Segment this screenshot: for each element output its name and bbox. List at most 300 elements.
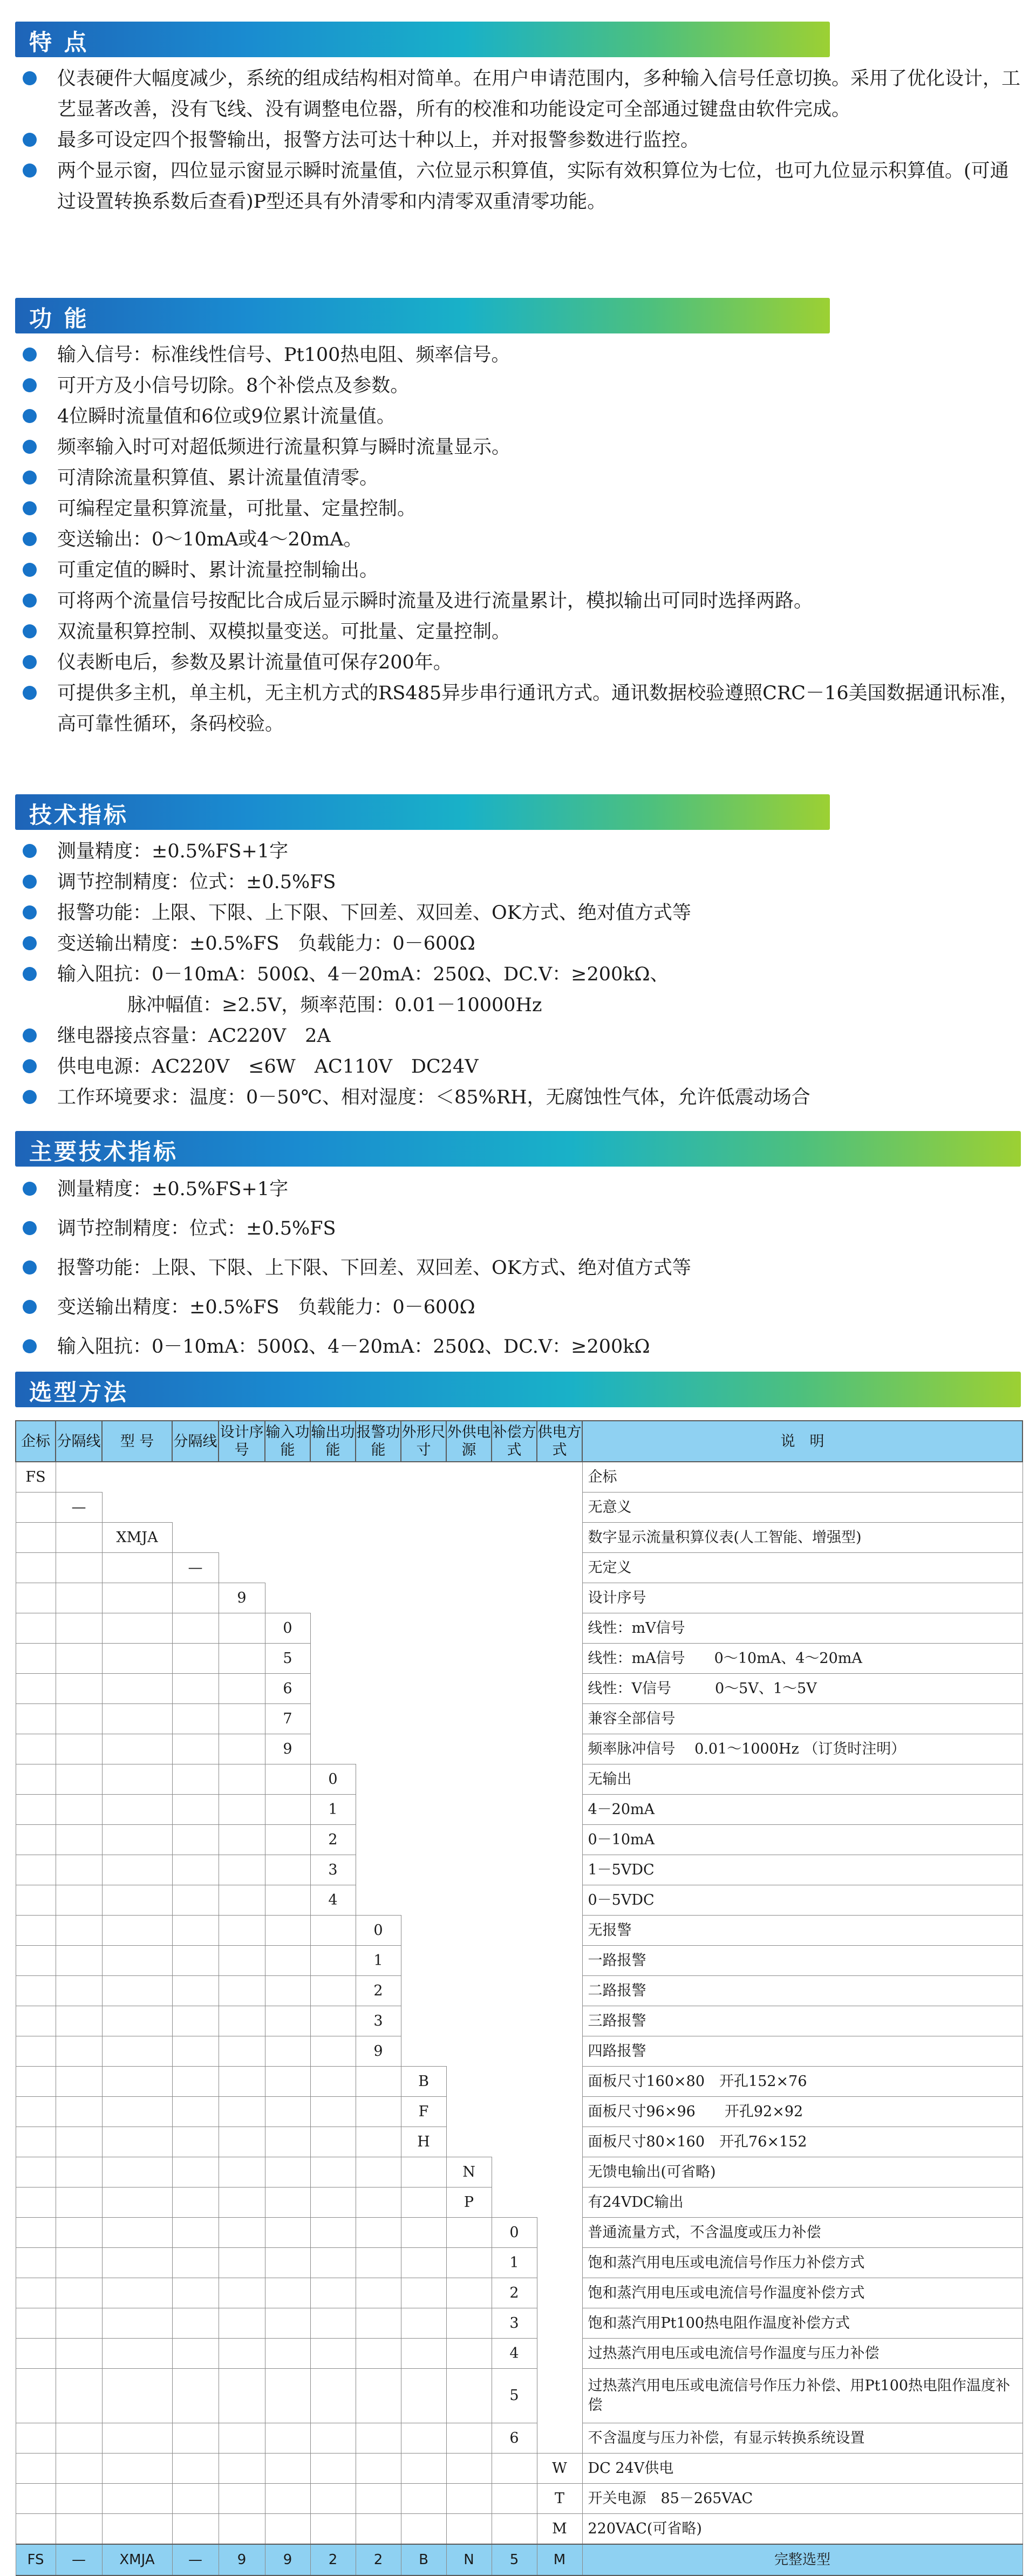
description-cell: 过热蒸汽用电压或电流信号作温度与压力补偿 <box>582 2339 1023 2369</box>
code-cell: M <box>537 2514 582 2545</box>
empty-cell <box>446 1795 492 1825</box>
column-guide <box>16 2454 56 2484</box>
table-row <box>16 2339 1023 2369</box>
column-guide <box>56 1825 102 1855</box>
column-guide <box>446 2454 492 2484</box>
empty-cell <box>537 2248 582 2278</box>
column-guide <box>56 2187 102 2218</box>
column-guide <box>310 2036 356 2067</box>
empty-cell <box>219 1493 265 1523</box>
column-guide <box>16 1946 56 1976</box>
empty-cell <box>492 2067 537 2097</box>
empty-cell <box>537 2067 582 2097</box>
code-cell: 2 <box>492 2278 537 2308</box>
column-guide <box>56 1855 102 1885</box>
selection-title: 选型方法 <box>29 1379 129 1406</box>
column-guide <box>172 2514 219 2545</box>
list-item: 4位瞬时流量值和6位或9位累计流量值。 <box>15 401 1021 432</box>
empty-cell <box>492 1704 537 1734</box>
column-guide <box>56 1644 102 1674</box>
column-guide <box>16 1583 56 1613</box>
column-guide <box>310 1976 356 2006</box>
bullet-icon <box>23 936 37 950</box>
column-guide <box>356 2248 401 2278</box>
table-row <box>16 1462 1023 1493</box>
description-cell: 频率脉冲信号 0.01～1000Hz （订货时注明） <box>582 1734 1023 1764</box>
functions-header <box>15 298 830 333</box>
column-guide <box>265 2157 310 2187</box>
table-row <box>16 1885 1023 1916</box>
table-row <box>16 1674 1023 1704</box>
column-guide <box>102 2218 172 2248</box>
column-guide <box>446 2308 492 2339</box>
column-guide <box>102 1704 172 1734</box>
column-guide <box>492 2514 537 2545</box>
column-guide <box>356 2369 401 2423</box>
column-guide <box>172 2248 219 2278</box>
column-guide <box>265 1764 310 1795</box>
list-item: 输入信号：标准线性信号、Pt100热电阻、频率信号。 <box>15 340 1021 371</box>
code-cell: 6 <box>265 1674 310 1704</box>
empty-cell <box>537 1946 582 1976</box>
empty-cell <box>446 1462 492 1493</box>
table-row <box>16 2218 1023 2248</box>
code-cell: N <box>446 2157 492 2187</box>
empty-cell <box>219 1553 265 1583</box>
column-guide <box>56 2454 102 2484</box>
empty-cell <box>537 2127 582 2157</box>
bullet-icon <box>23 347 37 362</box>
table-row <box>16 2097 1023 2127</box>
description-cell: 4－20mA <box>582 1795 1023 1825</box>
empty-cell <box>265 1553 310 1583</box>
column-guide <box>310 2514 356 2545</box>
code-cell: W <box>537 2454 582 2484</box>
column-guide <box>102 1644 172 1674</box>
column-guide <box>310 2339 356 2369</box>
bullet-icon <box>23 133 37 147</box>
description-cell: 不含温度与压力补偿，有显示转换系统设置 <box>582 2423 1023 2454</box>
column-guide <box>56 2097 102 2127</box>
empty-cell <box>401 1462 446 1493</box>
column-header: 分隔线 <box>56 1421 102 1462</box>
empty-cell <box>401 1916 446 1946</box>
column-guide <box>102 1885 172 1916</box>
code-cell: 0 <box>492 2218 537 2248</box>
column-guide <box>56 1613 102 1644</box>
empty-cell <box>537 2036 582 2067</box>
column-guide <box>172 1644 219 1674</box>
column-guide <box>172 2006 219 2036</box>
column-guide <box>219 1916 265 1946</box>
empty-cell <box>492 1764 537 1795</box>
empty-cell <box>265 1493 310 1523</box>
column-guide <box>102 1583 172 1613</box>
column-guide <box>16 2006 56 2036</box>
column-guide <box>16 1734 56 1764</box>
column-guide <box>172 1583 219 1613</box>
column-guide <box>401 2218 446 2248</box>
column-header: 输出功能 <box>310 1421 356 1462</box>
list-item: 供电电源：AC220V ≤6W AC110V DC24V <box>15 1052 1021 1082</box>
functions-section <box>15 340 1021 740</box>
empty-cell <box>537 1885 582 1916</box>
code-cell: 5 <box>265 1644 310 1674</box>
empty-cell <box>401 1976 446 2006</box>
empty-cell <box>446 1583 492 1613</box>
empty-cell <box>446 1553 492 1583</box>
empty-cell <box>401 1553 446 1583</box>
column-guide <box>310 2097 356 2127</box>
bullet-icon <box>23 501 37 515</box>
description-cell: 兼容全部信号 <box>582 1704 1023 1734</box>
description-cell: 数字显示流量积算仪表(人工智能、增强型) <box>582 1523 1023 1553</box>
table-row <box>16 1644 1023 1674</box>
empty-cell <box>356 1704 401 1734</box>
empty-cell <box>446 2006 492 2036</box>
list-item: 仪表断电后，参数及累计流量值可保存200年。 <box>15 648 1021 678</box>
empty-cell <box>492 2127 537 2157</box>
column-guide <box>102 2308 172 2339</box>
list-item: 可提供多主机，单主机，无主机方式的RS485异步串行通讯方式。通讯数据校验遵照CRC－16美国数据通讯标准，高可靠性循环，条码校验。 <box>15 678 1021 740</box>
column-guide <box>219 2067 265 2097</box>
input-impedance-continuation: 脉冲幅值：≥2.5V，频率范围：0.01－10000Hz <box>127 994 542 1016</box>
column-guide <box>102 2423 172 2454</box>
column-guide <box>492 2454 537 2484</box>
main-specs-section <box>15 1174 1021 1371</box>
features-section <box>15 64 1021 217</box>
empty-cell <box>537 2369 582 2423</box>
column-guide <box>265 2308 310 2339</box>
description-cell: 无报警 <box>582 1916 1023 1946</box>
column-guide <box>446 2218 492 2248</box>
empty-cell <box>401 1734 446 1764</box>
empty-cell <box>219 1523 265 1553</box>
column-guide <box>356 2157 401 2187</box>
column-guide <box>219 1613 265 1644</box>
column-guide <box>102 2187 172 2218</box>
empty-cell <box>537 2278 582 2308</box>
column-guide <box>102 2278 172 2308</box>
table-row <box>16 1855 1023 1885</box>
column-guide <box>265 2454 310 2484</box>
complete-code-cell: B <box>401 2544 446 2575</box>
column-guide <box>219 2484 265 2514</box>
table-row <box>16 2127 1023 2157</box>
list-item: 变送输出精度：±0.5%FS 负载能力：0－600Ω <box>15 929 1021 959</box>
code-cell: 2 <box>310 1825 356 1855</box>
column-guide <box>219 2454 265 2484</box>
column-guide <box>265 2036 310 2067</box>
column-guide <box>265 2278 310 2308</box>
empty-cell <box>492 2157 537 2187</box>
bullet-icon <box>23 563 37 577</box>
column-guide <box>172 1885 219 1916</box>
empty-cell <box>356 1523 401 1553</box>
column-header: 补偿方式 <box>492 1421 537 1462</box>
empty-cell <box>537 1613 582 1644</box>
column-guide <box>172 1946 219 1976</box>
column-guide <box>172 2423 219 2454</box>
column-header: 供电方式 <box>537 1421 582 1462</box>
column-guide <box>16 1825 56 1855</box>
list-item: 可开方及小信号切除。8个补偿点及参数。 <box>15 371 1021 401</box>
code-cell: 7 <box>265 1704 310 1734</box>
column-guide <box>56 1916 102 1946</box>
empty-cell <box>492 2187 537 2218</box>
empty-cell <box>401 1493 446 1523</box>
column-guide <box>310 2454 356 2484</box>
table-row <box>16 2454 1023 2484</box>
code-cell: 9 <box>356 2036 401 2067</box>
column-guide <box>446 2369 492 2423</box>
column-guide <box>102 1916 172 1946</box>
column-guide <box>172 2036 219 2067</box>
column-guide <box>401 2339 446 2369</box>
empty-cell <box>492 1946 537 1976</box>
empty-cell <box>401 1704 446 1734</box>
column-guide <box>219 1825 265 1855</box>
column-guide <box>172 2454 219 2484</box>
main-specs-header <box>15 1131 1021 1167</box>
empty-cell <box>537 1462 582 1493</box>
selection-header <box>15 1372 1021 1407</box>
column-guide <box>16 2339 56 2369</box>
column-guide <box>401 2157 446 2187</box>
table-row <box>16 1734 1023 1764</box>
description-cell: 有24VDC输出 <box>582 2187 1023 2218</box>
empty-cell <box>356 1493 401 1523</box>
column-header: 企标 <box>16 1421 56 1462</box>
description-cell: 线性：mV信号 <box>582 1613 1023 1644</box>
column-guide <box>401 2423 446 2454</box>
column-guide <box>310 2308 356 2339</box>
code-cell: FS <box>16 1462 56 1493</box>
column-guide <box>219 1885 265 1916</box>
list-item: 可将两个流量信号按配比合成后显示瞬时流量及进行流量累计，模拟输出可同时选择两路。 <box>15 586 1021 617</box>
column-header: 报警功能 <box>356 1421 401 1462</box>
table-row <box>16 1493 1023 1523</box>
column-guide <box>265 1916 310 1946</box>
column-guide <box>102 1674 172 1704</box>
code-cell: 3 <box>356 2006 401 2036</box>
column-guide <box>16 2514 56 2545</box>
table-row <box>16 2514 1023 2545</box>
bullet-icon <box>23 532 37 546</box>
column-guide <box>172 1916 219 1946</box>
column-guide <box>16 1493 56 1523</box>
complete-code-cell: XMJA <box>102 2544 172 2575</box>
table-row <box>16 2484 1023 2514</box>
table-row <box>16 2308 1023 2339</box>
empty-cell <box>310 1613 356 1644</box>
column-guide <box>219 2006 265 2036</box>
selection-table-body <box>16 1462 1023 2575</box>
column-guide <box>16 1523 56 1553</box>
column-guide <box>446 2339 492 2369</box>
list-item: 测量精度：±0.5%FS+1字 <box>15 1174 1021 1205</box>
column-guide <box>172 2067 219 2097</box>
empty-cell <box>310 1734 356 1764</box>
column-guide <box>310 2369 356 2423</box>
code-cell: 9 <box>265 1734 310 1764</box>
column-guide <box>172 2484 219 2514</box>
complete-code-cell: FS <box>16 2544 56 2575</box>
empty-cell <box>356 1613 401 1644</box>
empty-cell <box>446 2036 492 2067</box>
column-guide <box>56 1734 102 1764</box>
table-row <box>16 2006 1023 2036</box>
empty-cell <box>310 1704 356 1734</box>
empty-cell <box>446 1734 492 1764</box>
bullet-icon <box>23 1260 37 1275</box>
column-guide <box>56 2006 102 2036</box>
column-guide <box>16 2067 56 2097</box>
column-guide <box>219 2218 265 2248</box>
bullet-icon <box>23 440 37 454</box>
bullet-icon <box>23 409 37 423</box>
column-guide <box>56 2248 102 2278</box>
column-guide <box>265 2097 310 2127</box>
empty-cell <box>310 1493 356 1523</box>
code-cell: 6 <box>492 2423 537 2454</box>
list-item: 报警功能：上限、下限、上下限、下回差、双回差、OK方式、绝对值方式等 <box>15 1253 1021 1284</box>
complete-code-cell: M <box>537 2544 582 2575</box>
description-cell: 开关电源 85－265VAC <box>582 2484 1023 2514</box>
column-guide <box>219 1734 265 1764</box>
code-cell: 3 <box>492 2308 537 2339</box>
empty-cell <box>492 1885 537 1916</box>
features-header <box>15 22 830 57</box>
list-item: 测量精度：±0.5%FS+1字 <box>15 836 1021 867</box>
column-guide <box>16 2036 56 2067</box>
description-cell: 面板尺寸160×80 开孔152×76 <box>582 2067 1023 2097</box>
empty-cell <box>492 1613 537 1644</box>
empty-cell <box>310 1462 356 1493</box>
bullet-icon <box>23 1300 37 1314</box>
description-cell: 饱和蒸汽用Pt100热电阻作温度补偿方式 <box>582 2308 1023 2339</box>
column-guide <box>356 2308 401 2339</box>
tech-specs-header <box>15 794 830 830</box>
column-header: 说 明 <box>582 1421 1023 1462</box>
code-cell: — <box>56 1493 102 1523</box>
description-cell: 一路报警 <box>582 1946 1023 1976</box>
empty-cell <box>310 1644 356 1674</box>
column-guide <box>16 2423 56 2454</box>
column-guide <box>172 1704 219 1734</box>
column-guide <box>219 2248 265 2278</box>
empty-cell <box>356 1825 401 1855</box>
description-cell: 普通流量方式，不含温度或压力补偿 <box>582 2218 1023 2248</box>
table-row <box>16 1916 1023 1946</box>
column-guide <box>172 2339 219 2369</box>
empty-cell <box>492 2006 537 2036</box>
table-row <box>16 2369 1023 2423</box>
column-guide <box>356 2218 401 2248</box>
description-cell: 无意义 <box>582 1493 1023 1523</box>
empty-cell <box>401 1946 446 1976</box>
column-guide <box>56 1583 102 1613</box>
bullet-icon <box>23 1221 37 1235</box>
table-row <box>16 1523 1023 1553</box>
tech-specs-title: 技术指标 <box>29 802 129 828</box>
column-guide <box>219 2423 265 2454</box>
description-cell: 面板尺寸80×160 开孔76×152 <box>582 2127 1023 2157</box>
column-guide <box>356 2067 401 2097</box>
column-guide <box>446 2484 492 2514</box>
column-guide <box>16 1644 56 1674</box>
empty-cell <box>219 1462 265 1493</box>
column-guide <box>310 2278 356 2308</box>
list-item: 调节控制精度：位式：±0.5%FS <box>15 867 1021 898</box>
description-cell: 二路报警 <box>582 1976 1023 2006</box>
code-cell: 1 <box>310 1795 356 1825</box>
empty-cell <box>446 1704 492 1734</box>
empty-cell <box>401 1885 446 1916</box>
column-guide <box>219 2127 265 2157</box>
selection-table <box>15 1420 1023 2576</box>
complete-code-cell: 9 <box>265 2544 310 2575</box>
empty-cell <box>356 1644 401 1674</box>
complete-code-cell: 5 <box>492 2544 537 2575</box>
column-guide <box>310 2218 356 2248</box>
empty-cell <box>537 2339 582 2369</box>
empty-cell <box>446 1764 492 1795</box>
table-row <box>16 1795 1023 1825</box>
column-guide <box>102 2006 172 2036</box>
column-guide <box>401 2454 446 2484</box>
table-row <box>16 2423 1023 2454</box>
bullet-icon <box>23 844 37 858</box>
empty-cell <box>401 1674 446 1704</box>
column-guide <box>172 2369 219 2423</box>
empty-cell <box>356 1855 401 1885</box>
code-cell: 1 <box>356 1946 401 1976</box>
description-cell: 设计序号 <box>582 1583 1023 1613</box>
column-guide <box>102 2157 172 2187</box>
column-guide <box>56 2308 102 2339</box>
column-guide <box>102 2339 172 2369</box>
column-guide <box>56 2514 102 2545</box>
column-guide <box>16 2097 56 2127</box>
column-guide <box>219 2157 265 2187</box>
column-guide <box>265 2369 310 2423</box>
column-guide <box>219 2097 265 2127</box>
column-guide <box>56 2218 102 2248</box>
empty-cell <box>537 1764 582 1795</box>
complete-code-cell: 9 <box>219 2544 265 2575</box>
column-guide <box>219 1855 265 1885</box>
code-cell: 1 <box>492 2248 537 2278</box>
features-list <box>15 64 1021 217</box>
table-header-row <box>16 1421 1023 1462</box>
column-guide <box>102 1976 172 2006</box>
complete-code-cell: 2 <box>310 2544 356 2575</box>
code-cell: — <box>172 1553 219 1583</box>
column-guide <box>265 2423 310 2454</box>
column-guide <box>16 2127 56 2157</box>
column-guide <box>356 2127 401 2157</box>
bullet-icon <box>23 1028 37 1042</box>
column-header: 外形尺寸 <box>401 1421 446 1462</box>
column-header: 分隔线 <box>172 1421 219 1462</box>
list-item: 继电器接点容量：AC220V 2A <box>15 1021 1021 1052</box>
column-guide <box>310 2484 356 2514</box>
column-guide <box>56 2339 102 2369</box>
column-guide <box>265 1855 310 1885</box>
empty-cell <box>401 1613 446 1644</box>
empty-cell <box>492 1855 537 1885</box>
